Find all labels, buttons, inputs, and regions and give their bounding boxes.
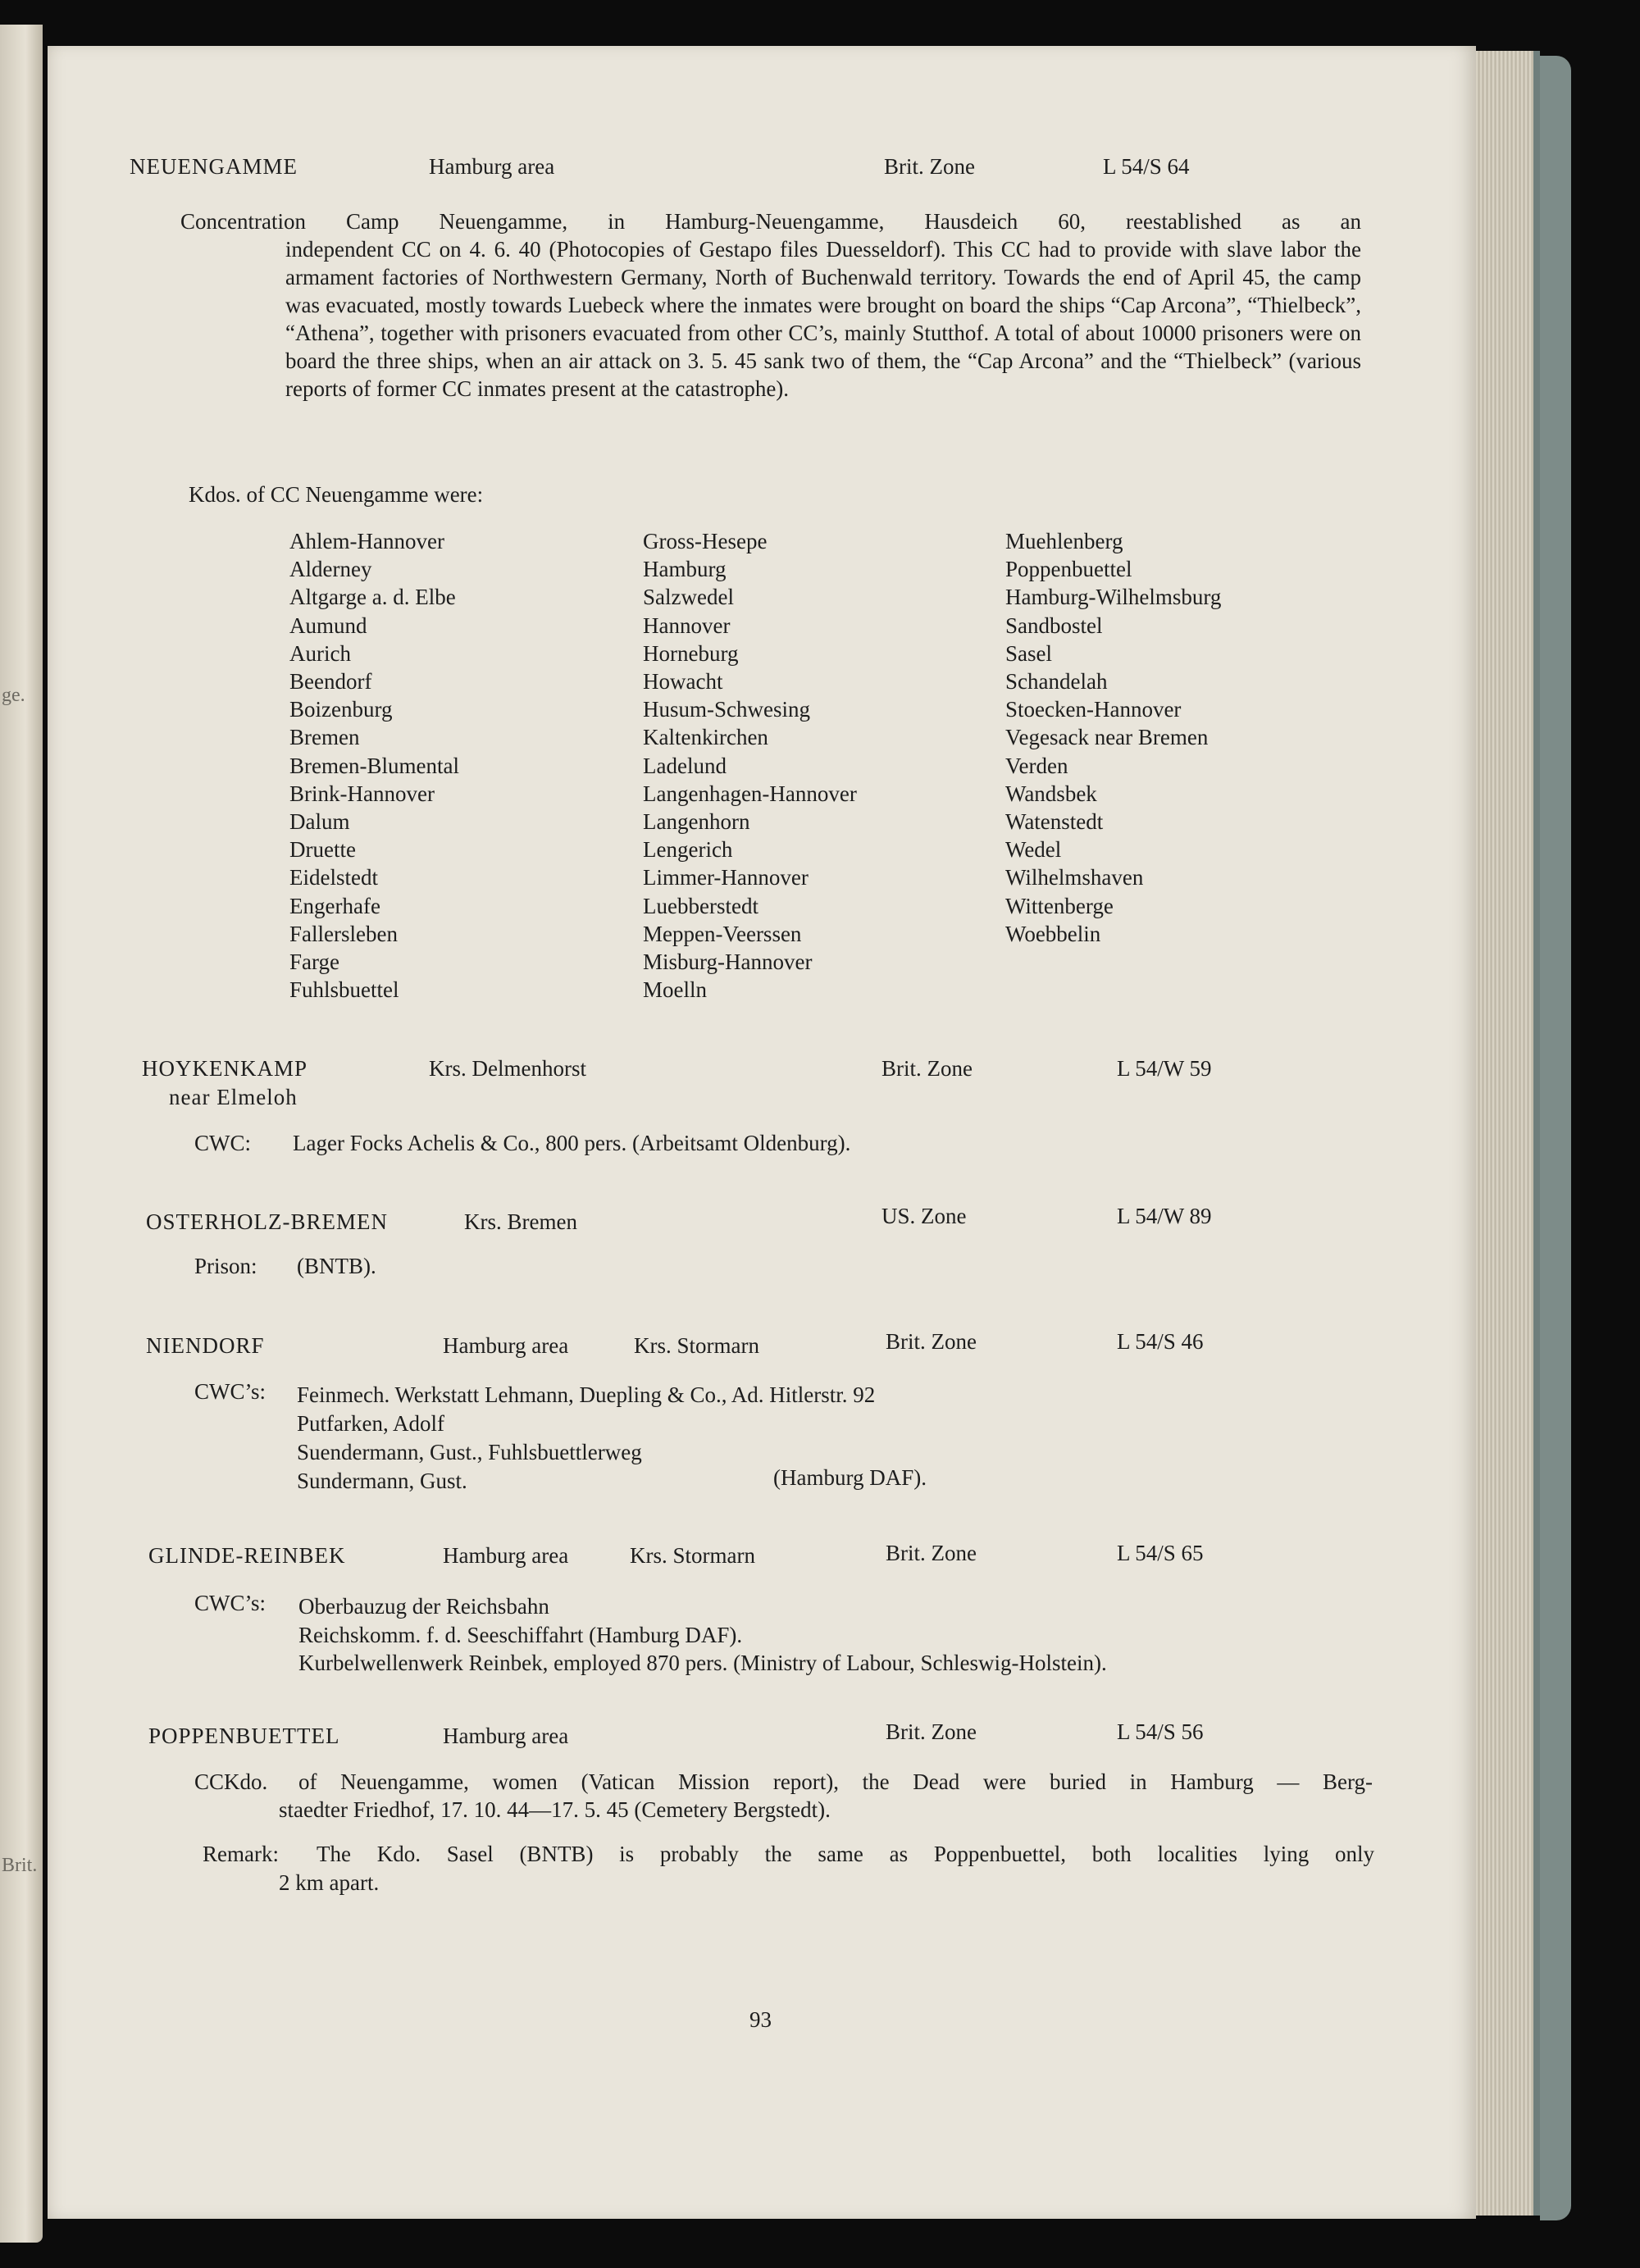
list-item: Brink-Hannover [289, 781, 435, 806]
list-item: Langenhorn [643, 809, 750, 835]
list-item: Oberbauzug der Reichsbahn [298, 1594, 549, 1619]
entry-title-niendorf: NIENDORF [146, 1333, 265, 1358]
list-item: Muehlenberg [1005, 529, 1123, 553]
entry-district: Krs. Bremen [464, 1209, 577, 1234]
entry-title-osterholz: OSTERHOLZ-BREMEN [146, 1209, 388, 1234]
list-item: Putfarken, Adolf [297, 1411, 444, 1436]
list-item: Wittenberge [1005, 893, 1114, 918]
list-item: Langenhagen-Hannover [643, 781, 857, 806]
list-item: Beendorf [289, 669, 372, 695]
entry-area: Hamburg area [443, 1333, 569, 1358]
kdos-label: Kdos. of CC Neuengamme were: [189, 482, 484, 507]
cwc-text: Lager Focks Achelis & Co., 800 pers. (Arbeitsamt Oldenburg). [293, 1131, 851, 1155]
entry-zone: Brit. Zone [884, 154, 975, 179]
entry-map-ref: L 54/W 89 [1117, 1204, 1212, 1228]
list-item: Luebberstedt [643, 893, 758, 918]
entry-zone: US. Zone [882, 1204, 967, 1228]
list-item: Wandsbek [1005, 781, 1097, 806]
list-item: Sundermann, Gust. [297, 1469, 467, 1493]
entry-title-neuengamme: NEUENGAMME [130, 154, 298, 179]
remark-label: Remark: [203, 1842, 279, 1866]
list-item: Dalum [289, 809, 350, 835]
entry-district: Krs. Delmenhorst [429, 1056, 586, 1081]
list-item: Stoecken-Hannover [1005, 697, 1182, 722]
list-item: Verden [1005, 753, 1068, 778]
cwc-list [298, 1592, 1107, 1678]
cwc-label: CWC: [194, 1131, 252, 1155]
list-item: Horneburg [643, 640, 739, 666]
list-item: Vegesack near Bremen [1005, 725, 1209, 750]
ckdo-line-2: staedter Friedhof, 17. 10. 44—17. 5. 45 (Cemetery Bergstedt). [279, 1797, 831, 1822]
list-item: Sasel [1005, 640, 1052, 666]
entry-district: Krs. Stormarn [634, 1333, 759, 1358]
list-item: Hamburg-Wilhelmsburg [1005, 585, 1222, 610]
entry-district: Krs. Stormarn [630, 1543, 755, 1568]
list-item: Boizenburg [289, 697, 393, 722]
list-item: Moelln [643, 977, 707, 1003]
list-item: Druette [289, 837, 356, 863]
entry-zone: Brit. Zone [882, 1056, 973, 1081]
entry-map-ref: L 54/S 56 [1117, 1719, 1204, 1744]
cwc-label: CWC’s: [194, 1379, 266, 1404]
list-item: Kaltenkirchen [643, 725, 768, 750]
list-item: Lengerich [643, 837, 733, 863]
list-item: Engerhafe [289, 893, 380, 918]
list-item: Feinmech. Werkstatt Lehmann, Duepling & Co., Ad. Hitlerstr. 92 [297, 1382, 876, 1407]
list-item: Aurich [289, 640, 351, 666]
prison-label: Prison: [194, 1254, 257, 1278]
cwc-source: (Hamburg DAF). [773, 1465, 927, 1490]
list-item: Watenstedt [1005, 809, 1104, 835]
entry-title-poppenbuettel: POPPENBUETTEL [148, 1724, 340, 1748]
list-item: Howacht [643, 669, 723, 695]
list-item: Reichskomm. f. d. Seeschiffahrt (Hamburg DAF). [298, 1622, 743, 1647]
list-item: Alderney [289, 557, 372, 582]
entry-zone: Brit. Zone [886, 1329, 977, 1354]
list-item: Husum-Schwesing [643, 697, 810, 722]
list-item: Salzwedel [643, 585, 734, 610]
ckdo-label: CCKdo. [194, 1769, 268, 1794]
list-item: Fuhlsbuettel [289, 977, 399, 1003]
book-cover [1540, 56, 1571, 2220]
entry-area: Hamburg area [443, 1724, 569, 1748]
list-item: Eidelstedt [289, 865, 378, 890]
list-item: Woebbelin [1005, 921, 1101, 946]
entry-map-ref: L 54/S 65 [1117, 1541, 1204, 1565]
cwc-label: CWC’s: [194, 1591, 266, 1615]
list-item: Schandelah [1005, 669, 1108, 695]
list-item: Farge [289, 950, 339, 975]
list-item: Poppenbuettel [1005, 557, 1132, 582]
list-item: Sandbostel [1005, 613, 1103, 638]
entry-map-ref: L 54/S 64 [1103, 154, 1190, 179]
entry-title-hoykenkamp: HOYKENKAMP [142, 1056, 308, 1081]
page-edges [1476, 51, 1540, 2216]
remark-line-2: 2 km apart. [279, 1870, 380, 1895]
list-item: Misburg-Hannover [643, 950, 813, 975]
entry-map-ref: L 54/S 46 [1117, 1329, 1204, 1354]
entry-subtitle: near Elmeloh [169, 1085, 298, 1109]
list-item: Gross-Hesepe [643, 529, 768, 553]
list-item: Altgarge a. d. Elbe [289, 585, 456, 610]
list-item: Ahlem-Hannover [289, 529, 444, 553]
kdos-column-3 [1005, 527, 1221, 948]
description-first-line: Concentration Camp Neuengamme, in Hamburg-Neuengamme, Hausdeich 60, reestablished as an [180, 209, 1361, 234]
kdos-column-1 [289, 527, 459, 1004]
list-item: Bremen-Blumental [289, 753, 459, 778]
list-item: Bremen [289, 725, 360, 750]
entry-area: Hamburg area [443, 1543, 569, 1568]
list-item: Hannover [643, 613, 731, 638]
list-item: Limmer-Hannover [643, 865, 809, 890]
entry-map-ref: L 54/W 59 [1117, 1056, 1212, 1081]
previous-page-fragment: Brit. [2, 1855, 38, 1876]
prison-text: (BNTB). [297, 1254, 376, 1278]
previous-page-fragment: ge. [2, 685, 25, 706]
list-item: Kurbelwellenwerk Reinbek, employed 870 pers. (Ministry of Labour, Schleswig-Holstein). [298, 1651, 1107, 1675]
neuengamme-description [180, 207, 1361, 403]
description-body: independent CC on 4. 6. 40 (Photocopies of Gestapo files Duesseldorf). This CC had to provide with slave labor the armament factories of Northwestern Germany, North of Buchenwald territory. Towards the end of April 45, the camp was evacuated, mostly towards Luebeck where the inmates were brought on board the ships “Cap Arcona”, “Thielbeck”, “Athena”, together with prisoners evacuated from other CC’s, mainly Stutthof. A total of about 10000 prisoners were on board the three ships, when an air attack on 3. 5. 45 sank two of them, the “Cap Arcona” and the “Thielbeck” (various reports of former CC inmates present at the catastrophe). [285, 237, 1361, 401]
kdos-column-2 [643, 527, 857, 1004]
list-item: Ladelund [643, 753, 727, 778]
page-number: 93 [749, 2007, 772, 2032]
previous-page-edge [0, 25, 43, 2243]
entry-zone: Brit. Zone [886, 1719, 977, 1744]
list-item: Suendermann, Gust., Fuhlsbuettlerweg [297, 1440, 642, 1464]
ckdo-line-1: of Neuengamme, women (Vatican Mission report), the Dead were buried in Hamburg — Berg- [298, 1769, 1373, 1794]
list-item: Meppen-Veerssen [643, 921, 802, 946]
entry-zone: Brit. Zone [886, 1541, 977, 1565]
list-item: Wilhelmshaven [1005, 865, 1144, 890]
list-item: Hamburg [643, 557, 727, 582]
list-item: Fallersleben [289, 921, 398, 946]
list-item: Aumund [289, 613, 367, 638]
remark-line-1: The Kdo. Sasel (BNTB) is probably the same as Poppenbuettel, both localities lying only [317, 1842, 1374, 1866]
entry-title-glinde: GLINDE-REINBEK [148, 1543, 346, 1568]
list-item: Wedel [1005, 837, 1062, 863]
entry-area: Hamburg area [429, 154, 555, 179]
